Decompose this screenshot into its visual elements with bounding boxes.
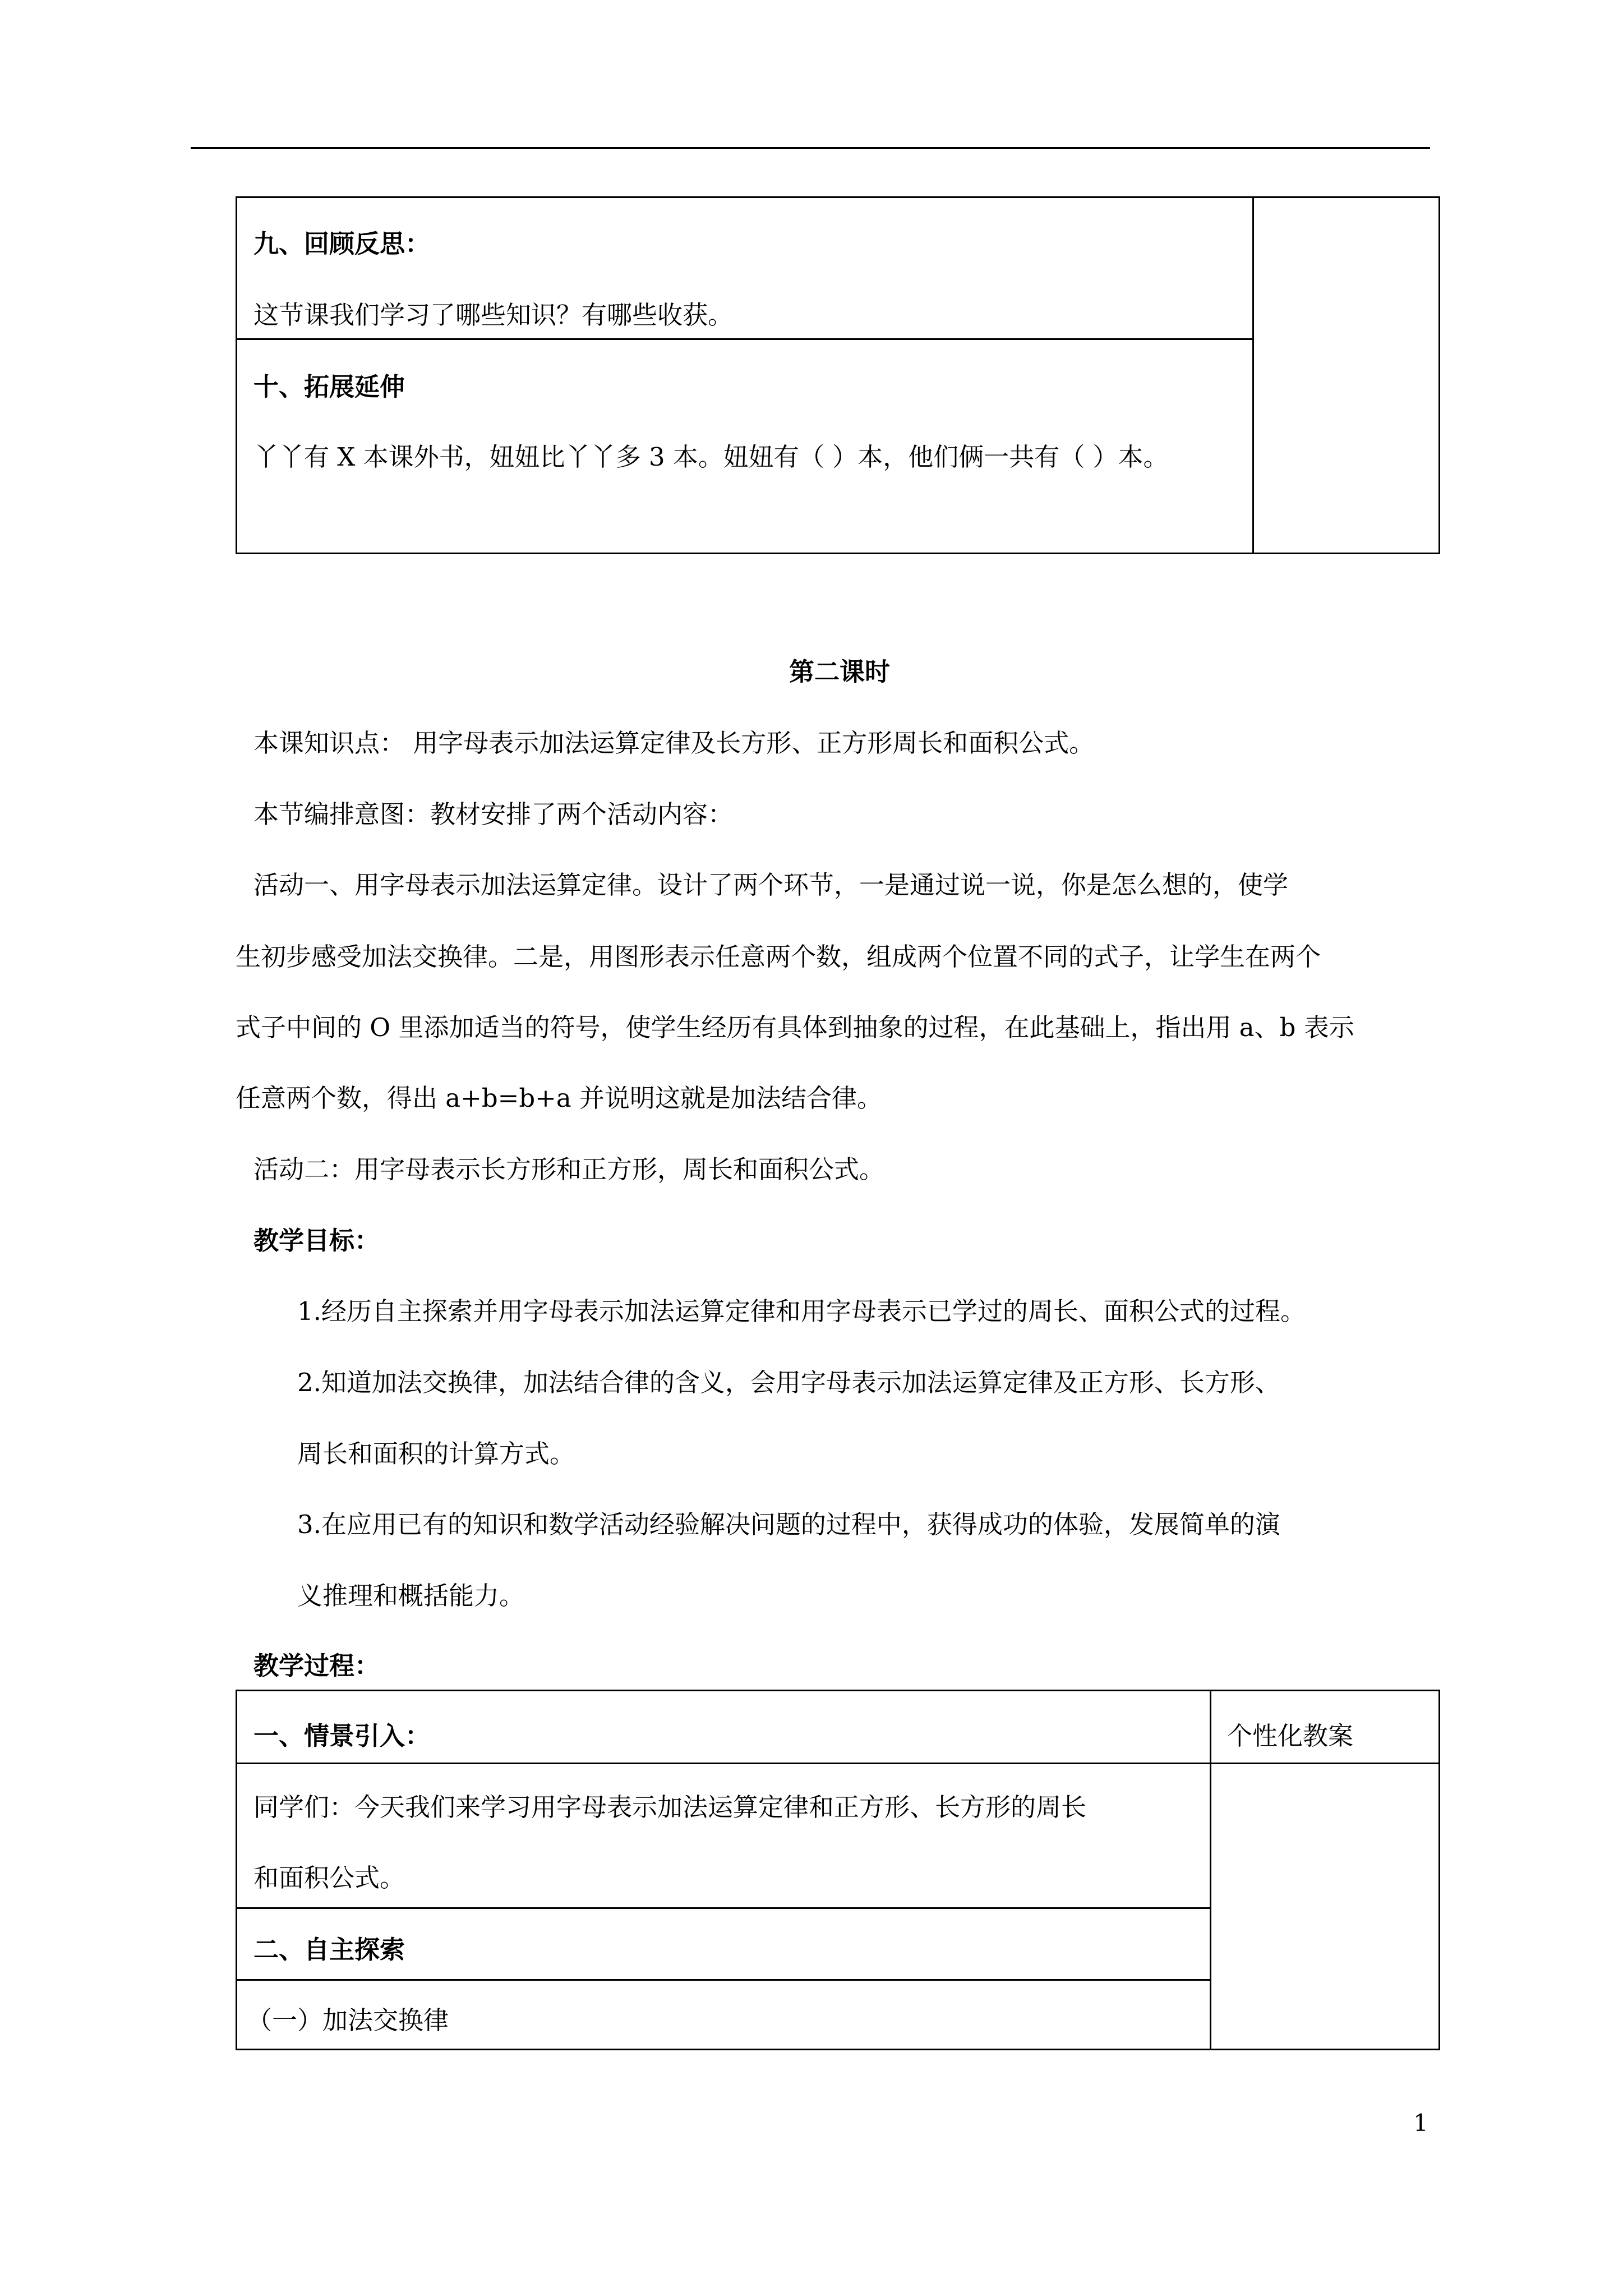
lesson-2-heading: 第二课时 — [789, 657, 890, 687]
activity-1-line: 式子中间的 O 里添加适当的符号，使学生经历有具体到抽象的过程，在此基础上，指出用 a、b 表示 — [236, 1013, 1354, 1042]
design-intent: 本节编排意图：教材安排了两个活动内容： — [253, 799, 734, 829]
section-1-text-line: 同学们：今天我们来学习用字母表示加法运算定律和正方形、长方形的周长 — [253, 1792, 1087, 1822]
header-rule — [191, 147, 1430, 149]
goal-3-line: 3.在应用已有的知识和数学活动经验解决问题的过程中，获得成功的体验，发展简单的演 — [297, 1510, 1280, 1539]
goal-1: 1.经历自主探索并用字母表示加法运算定律和用字母表示已学过的周长、面积公式的过程。 — [297, 1296, 1306, 1326]
goal-2-line: 2.知道加法交换律，加法结合律的含义，会用字母表示加法运算定律及正方形、长方形、 — [297, 1368, 1280, 1397]
section-10-title: 十、拓展延伸 — [253, 372, 405, 402]
activity-1-line: 任意两个数，得出 a+b=b+a 并说明这就是加法结合律。 — [236, 1083, 882, 1113]
process-title: 教学过程： — [253, 1651, 380, 1681]
section-9-text: 这节课我们学习了哪些知识？有哪些收获。 — [253, 300, 734, 330]
goal-3-line: 义推理和概括能力。 — [297, 1581, 525, 1611]
page-number: 1 — [1413, 2109, 1428, 2137]
section-2-title: 二、自主探索 — [253, 1935, 405, 1964]
section-2-subtitle: （一）加法交换律 — [247, 2005, 449, 2035]
knowledge-points: 本课知识点： 用字母表示加法运算定律及长方形、正方形周长和面积公式。 — [253, 728, 1095, 758]
section-1-text-line: 和面积公式。 — [253, 1863, 405, 1893]
section-9-title: 九、回顾反思： — [253, 229, 431, 259]
section-1-title: 一、情景引入： — [253, 1721, 431, 1751]
activity-1-line: 生初步感受加法交换律。二是，用图形表示任意两个数，组成两个位置不同的式子，让学生在两个 — [236, 942, 1321, 972]
activity-1-line: 活动一、用字母表示加法运算定律。设计了两个环节，一是通过说一说，你是怎么想的，使学 — [253, 870, 1289, 900]
goals-title: 教学目标： — [253, 1226, 380, 1255]
section-10-text: 丫丫有 X 本课外书，妞妞比丫丫多 3 本。妞妞有（ ）本，他们俩一共有（ ）本。 — [253, 442, 1169, 472]
goal-2-line: 周长和面积的计算方式。 — [297, 1439, 575, 1469]
personalized-plan-header: 个性化教案 — [1227, 1721, 1354, 1751]
activity-2: 活动二：用字母表示长方形和正方形，周长和面积公式。 — [253, 1154, 885, 1184]
